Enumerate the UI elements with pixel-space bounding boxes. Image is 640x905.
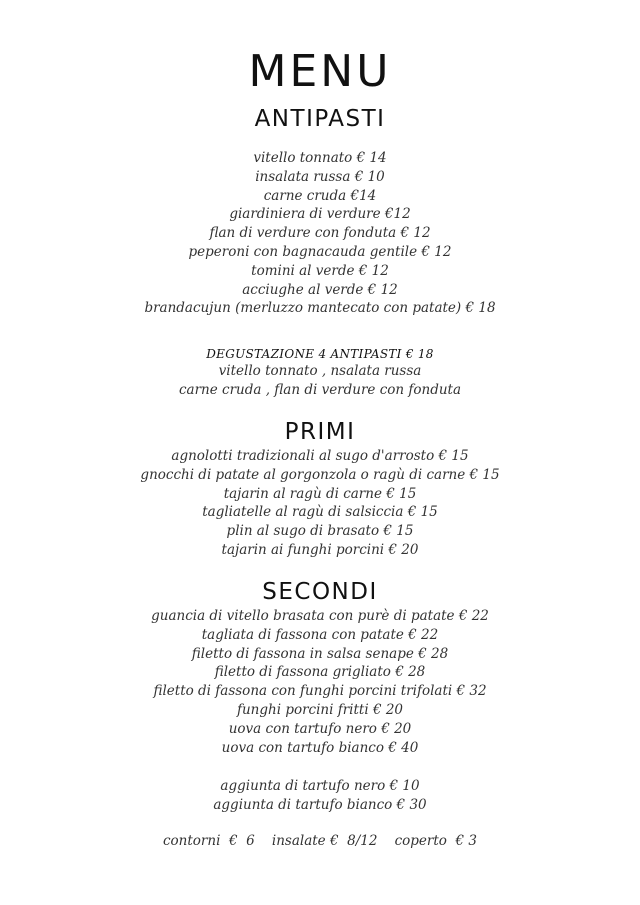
primi-list bbox=[0, 447, 640, 560]
list-item: carne cruda , flan di verdure con fonduta bbox=[178, 381, 462, 398]
list-item: uova con tartufo bianco € 40 bbox=[221, 739, 419, 756]
list-item: flan di verdure con fonduta € 12 bbox=[209, 225, 431, 242]
list-item: agnolotti tradizionali al sugo d'arrosto € 15 bbox=[171, 448, 469, 464]
list-item: uova con tartufo nero € 20 bbox=[228, 720, 412, 737]
list-item: tomini al verde € 12 bbox=[251, 262, 389, 279]
list-item: filetto di fassona con funghi porcini trifolati € 32 bbox=[153, 683, 487, 700]
list-item: aggiunta di tartufo bianco € 30 bbox=[213, 796, 427, 813]
degustazione-title: DEGUSTAZIONE 4 ANTIPASTI € 18 bbox=[206, 347, 434, 361]
list-item: filetto di fassona in salsa senape € 28 bbox=[191, 645, 449, 662]
section-title-secondi: SECONDI bbox=[262, 579, 378, 605]
section-title-antipasti: ANTIPASTI bbox=[254, 106, 386, 132]
list-item: guancia di vitello brasata con purè di patate € 22 bbox=[151, 608, 489, 624]
secondi-list bbox=[0, 607, 640, 757]
antipasti-list bbox=[0, 149, 640, 318]
list-item: plin al sugo di brasato € 15 bbox=[226, 523, 414, 540]
list-item: funghi porcini fritti € 20 bbox=[236, 701, 404, 718]
section-title-primi: PRIMI bbox=[284, 419, 356, 445]
menu-title: MENU bbox=[248, 46, 392, 97]
menu-footer: contorni € 6 insalate € 8/12 coperto € 3 bbox=[162, 833, 477, 849]
list-item: vitello tonnato , nsalata russa bbox=[218, 363, 422, 379]
list-item: brandacujun (merluzzo mantecato con patate) € 18 bbox=[144, 300, 496, 317]
list-item: tajarin ai funghi porcini € 20 bbox=[221, 541, 419, 558]
list-item: tajarin al ragù di carne € 15 bbox=[223, 485, 417, 502]
degustazione-list bbox=[0, 362, 640, 400]
list-item: acciughe al verde € 12 bbox=[242, 281, 398, 298]
list-item: peperoni con bagnacauda gentile € 12 bbox=[188, 243, 452, 260]
list-item: vitello tonnato € 14 bbox=[253, 150, 387, 166]
list-item: insalata russa € 10 bbox=[255, 168, 385, 185]
list-item: carne cruda €14 bbox=[263, 187, 377, 204]
list-item: giardiniera di verdure €12 bbox=[229, 206, 411, 223]
aggiunte-list bbox=[0, 777, 640, 815]
list-item: aggiunta di tartufo nero € 10 bbox=[220, 778, 420, 794]
list-item: tagliata di fassona con patate € 22 bbox=[201, 626, 439, 643]
list-item: tagliatelle al ragù di salsiccia € 15 bbox=[202, 504, 438, 521]
list-item: filetto di fassona grigliato € 28 bbox=[214, 664, 426, 681]
list-item: gnocchi di patate al gorgonzola o ragù di carne € 15 bbox=[140, 466, 500, 483]
